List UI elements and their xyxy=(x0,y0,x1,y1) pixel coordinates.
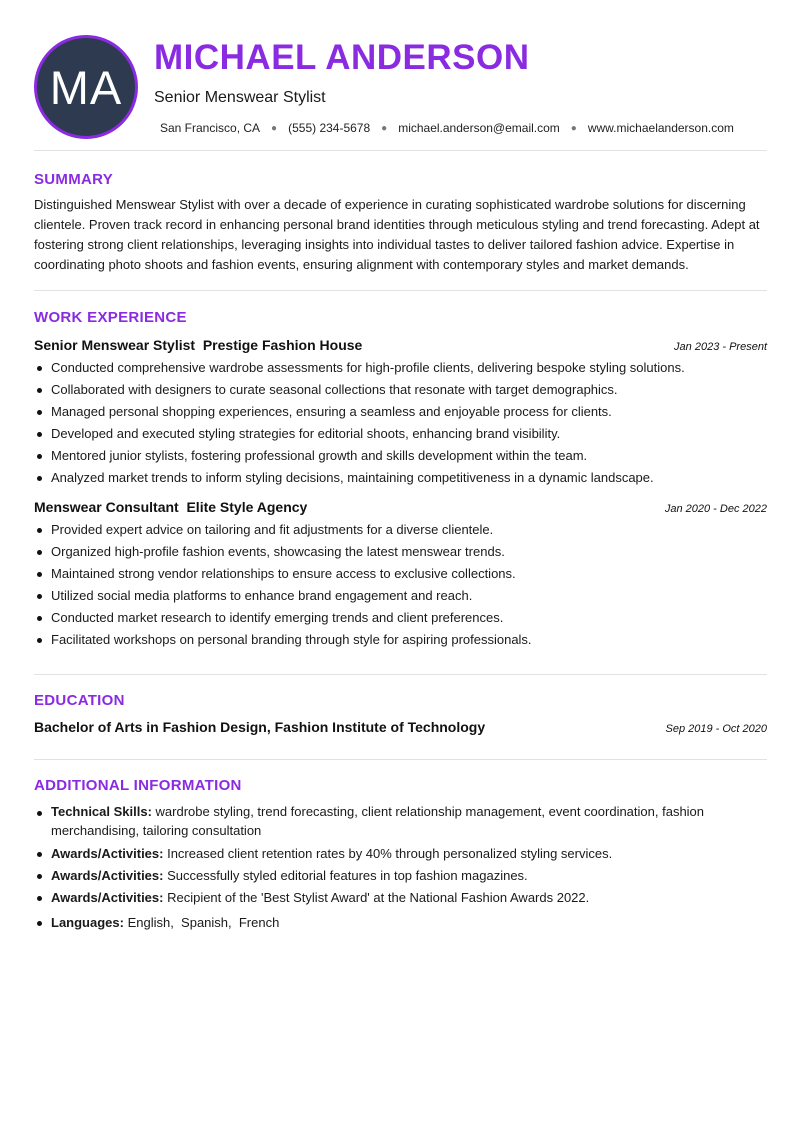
contact-location: San Francisco, CA xyxy=(160,121,261,135)
candidate-name: MICHAEL ANDERSON xyxy=(154,38,530,77)
candidate-title: Senior Menswear Stylist xyxy=(154,89,326,106)
job-bullets xyxy=(34,357,767,489)
list-item: Developed and executed styling strategies for editorial shoots, enhancing brand visibility. xyxy=(34,423,767,445)
divider xyxy=(34,290,767,291)
contact-phone: (555) 234-5678 xyxy=(288,121,371,135)
degree-title: Bachelor of Arts in Fashion Design, Fashion Institute of Technology xyxy=(34,719,486,735)
job-header xyxy=(34,499,767,515)
education-date: Sep 2019 - Oct 2020 xyxy=(665,723,767,735)
item-label: Languages: xyxy=(51,915,124,930)
list-item: Analyzed market trends to inform styling decisions, maintaining competitiveness in a dynamic landscape. xyxy=(34,467,767,489)
avatar xyxy=(34,35,138,139)
job-bullets xyxy=(34,519,767,651)
item-text: Recipient of the 'Best Stylist Award' at the National Fashion Awards 2022. xyxy=(163,890,590,905)
list-item: Provided expert advice on tailoring and fit adjustments for a diverse clientele. xyxy=(34,519,767,541)
separator-dot-icon: ● xyxy=(570,123,577,134)
item-text: wardrobe styling, trend forecasting, client relationship management, event coordination, fashion merchandising, tailoring consultation xyxy=(51,804,708,838)
job-entry xyxy=(34,499,767,651)
divider xyxy=(34,674,767,675)
list-item: Conducted market research to identify emerging trends and client preferences. xyxy=(34,607,767,629)
summary-text: Distinguished Menswear Stylist with over a decade of experience in curating sophisticated wardrobe solutions for discerning clientele. Proven track record in enhancing personal brand identities through meticulous styling and trend forecasting. Adept at fostering strong client relationships, leveraging insights into individual tastes to deliver tailored fashion advice. Expertise in coordinating photo shoots and fashion events, ensuring alignment with contemporary styles and market demands. xyxy=(34,197,760,272)
separator-dot-icon: ● xyxy=(381,123,388,134)
item-text: Successfully styled editorial features in top fashion magazines. xyxy=(163,868,528,883)
list-item xyxy=(34,912,767,934)
item-text: English, Spanish, French xyxy=(123,915,280,930)
item-label: Awards/Activities: xyxy=(51,868,164,883)
divider xyxy=(34,759,767,760)
job-date: Jan 2020 - Dec 2022 xyxy=(664,503,767,515)
list-item: Organized high-profile fashion events, showcasing the latest menswear trends. xyxy=(34,541,767,563)
job-title: Senior Menswear Stylist Prestige Fashion House xyxy=(34,337,363,353)
list-item: Collaborated with designers to curate seasonal collections that resonate with target demographics. xyxy=(34,379,767,401)
list-item xyxy=(34,802,767,840)
section-heading-experience: WORK EXPERIENCE xyxy=(34,309,187,326)
list-item: Facilitated workshops on personal branding through style for aspiring professionals. xyxy=(34,629,767,651)
list-item: Mentored junior stylists, fostering professional growth and skills development within the team. xyxy=(34,445,767,467)
section-heading-additional: ADDITIONAL INFORMATION xyxy=(34,777,242,794)
list-item: Conducted comprehensive wardrobe assessments for high-profile clients, delivering bespoke styling solutions. xyxy=(34,357,767,379)
list-item: Maintained strong vendor relationships to ensure access to exclusive collections. xyxy=(34,563,767,585)
contact-email[interactable]: michael.anderson@email.com xyxy=(398,121,560,135)
divider xyxy=(34,150,767,151)
job-entry xyxy=(34,337,767,489)
list-item xyxy=(34,865,767,887)
avatar-initials: MA xyxy=(49,60,123,114)
item-text: Increased client retention rates by 40% through personalized styling services. xyxy=(163,846,613,861)
list-item: Utilized social media platforms to enhance brand engagement and reach. xyxy=(34,585,767,607)
list-item xyxy=(34,887,767,909)
job-header xyxy=(34,337,767,353)
list-item: Managed personal shopping experiences, ensuring a seamless and enjoyable process for clients. xyxy=(34,401,767,423)
resume-header xyxy=(34,0,767,150)
job-title: Menswear Consultant Elite Style Agency xyxy=(34,499,308,515)
list-item xyxy=(34,843,767,865)
section-heading-summary: SUMMARY xyxy=(34,171,114,188)
separator-dot-icon: ● xyxy=(271,123,278,134)
item-label: Awards/Activities: xyxy=(51,846,164,861)
section-heading-education: EDUCATION xyxy=(34,692,125,709)
additional-list xyxy=(34,802,767,934)
contact-website[interactable]: www.michaelanderson.com xyxy=(587,121,734,135)
item-label: Awards/Activities: xyxy=(51,890,164,905)
education-entry xyxy=(34,719,767,735)
contact-line xyxy=(160,121,734,135)
item-label: Technical Skills: xyxy=(51,804,152,819)
job-date: Jan 2023 - Present xyxy=(674,341,767,353)
